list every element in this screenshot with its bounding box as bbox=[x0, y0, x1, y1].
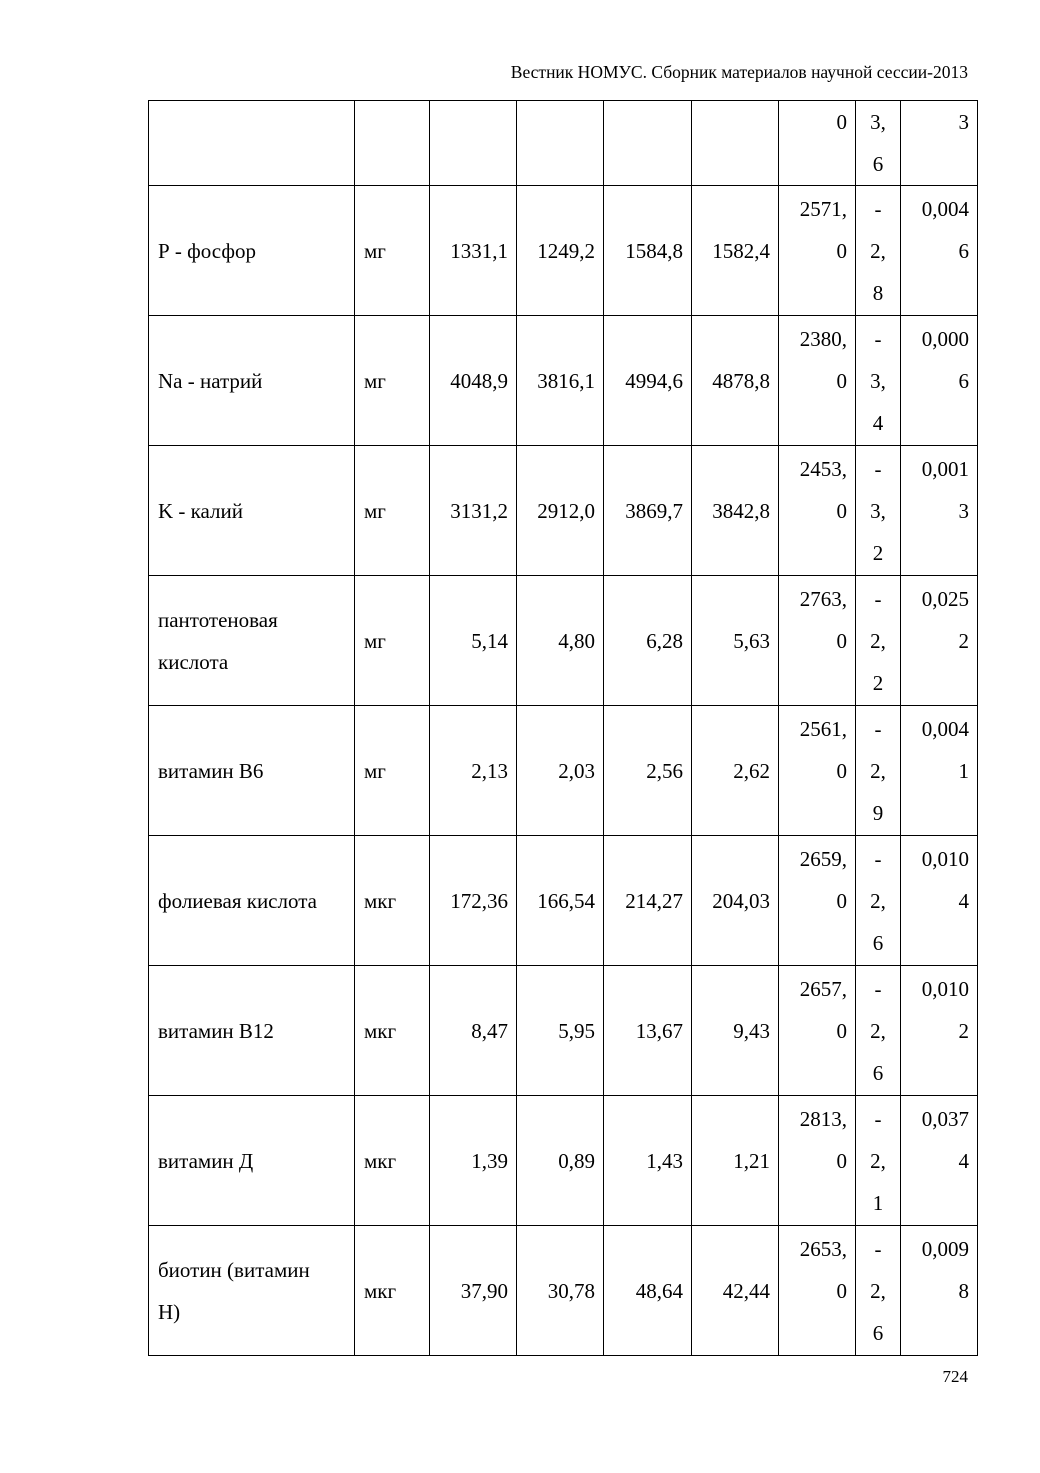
z-line: 4 bbox=[872, 411, 884, 435]
z-line: 8 bbox=[872, 281, 884, 305]
value-cell: 5,63 bbox=[692, 576, 779, 706]
z-cell bbox=[856, 1226, 901, 1356]
value-cell bbox=[692, 101, 779, 186]
unit-cell: мг bbox=[355, 186, 430, 316]
value-cell: 30,78 bbox=[517, 1226, 604, 1356]
name-cell bbox=[149, 966, 355, 1096]
z-line: 6 bbox=[872, 1321, 884, 1345]
unit-cell: мкг bbox=[355, 836, 430, 966]
u-cell bbox=[779, 316, 856, 446]
z-cell bbox=[856, 966, 901, 1096]
value-cell: 5,14 bbox=[430, 576, 517, 706]
u-cell bbox=[779, 1096, 856, 1226]
p-line: 0,010 bbox=[921, 977, 969, 1001]
table-row bbox=[149, 836, 978, 966]
p-line: 2 bbox=[958, 629, 969, 653]
table-row bbox=[149, 446, 978, 576]
p-line: 4 bbox=[958, 889, 969, 913]
z-cell bbox=[856, 576, 901, 706]
z-line: 3, bbox=[870, 369, 886, 393]
p-cell bbox=[901, 446, 978, 576]
p-line: 0,004 bbox=[921, 717, 969, 741]
value-cell: 42,44 bbox=[692, 1226, 779, 1356]
z-cell bbox=[856, 446, 901, 576]
u-line: 2653, bbox=[799, 1237, 847, 1261]
table-row bbox=[149, 1096, 978, 1226]
name-line: витамин В12 bbox=[158, 1018, 274, 1043]
z-line: 3, bbox=[870, 499, 886, 523]
u-line: 2380, bbox=[799, 327, 847, 351]
z-line: 2 bbox=[872, 671, 884, 695]
p-line: 0,037 bbox=[921, 1107, 969, 1131]
value-cell: 4878,8 bbox=[692, 316, 779, 446]
u-line: 2813, bbox=[799, 1107, 847, 1131]
p-cell bbox=[901, 836, 978, 966]
value-cell bbox=[604, 101, 692, 186]
z-line: - bbox=[874, 717, 882, 741]
value-cell: 3869,7 bbox=[604, 446, 692, 576]
name-cell bbox=[149, 101, 355, 186]
value-cell: 2,56 bbox=[604, 706, 692, 836]
p-line: 0,000 bbox=[921, 327, 969, 351]
name-cell bbox=[149, 316, 355, 446]
z-line: 3, bbox=[870, 110, 886, 134]
p-line: 2 bbox=[958, 1019, 969, 1043]
p-line: 0,010 bbox=[921, 847, 969, 871]
u-line: 0 bbox=[836, 110, 847, 134]
value-cell: 48,64 bbox=[604, 1226, 692, 1356]
name-cell bbox=[149, 1096, 355, 1226]
z-line: - bbox=[874, 587, 882, 611]
p-line: 0,004 bbox=[921, 197, 969, 221]
value-cell: 2,13 bbox=[430, 706, 517, 836]
name-line: биотин (витамин bbox=[158, 1257, 310, 1282]
value-cell: 13,67 bbox=[604, 966, 692, 1096]
z-cell bbox=[856, 186, 901, 316]
name-cell bbox=[149, 1226, 355, 1356]
z-line: 6 bbox=[872, 152, 884, 176]
unit-cell: мкг bbox=[355, 1226, 430, 1356]
value-cell: 6,28 bbox=[604, 576, 692, 706]
u-line: 0 bbox=[836, 629, 847, 653]
u-cell bbox=[779, 576, 856, 706]
z-line: 6 bbox=[872, 931, 884, 955]
u-line: 2763, bbox=[799, 587, 847, 611]
value-cell bbox=[517, 101, 604, 186]
u-line: 0 bbox=[836, 1279, 847, 1303]
value-cell: 37,90 bbox=[430, 1226, 517, 1356]
value-cell: 4,80 bbox=[517, 576, 604, 706]
u-cell bbox=[779, 966, 856, 1096]
z-line: 1 bbox=[872, 1191, 884, 1215]
value-cell: 2912,0 bbox=[517, 446, 604, 576]
unit-cell: мг bbox=[355, 706, 430, 836]
table-row bbox=[149, 706, 978, 836]
z-cell bbox=[856, 706, 901, 836]
name-cell bbox=[149, 446, 355, 576]
z-line: 9 bbox=[872, 801, 884, 825]
u-line: 2659, bbox=[799, 847, 847, 871]
z-cell bbox=[856, 1096, 901, 1226]
z-line: 2, bbox=[870, 629, 886, 653]
name-line: витамин В6 bbox=[158, 758, 264, 783]
u-line: 0 bbox=[836, 1149, 847, 1173]
value-cell: 172,36 bbox=[430, 836, 517, 966]
name-line: Н) bbox=[158, 1299, 181, 1324]
z-line: 2, bbox=[870, 1019, 886, 1043]
u-line: 2453, bbox=[799, 457, 847, 481]
z-line: 2, bbox=[870, 759, 886, 783]
z-line: - bbox=[874, 1237, 882, 1261]
p-line: 3 bbox=[958, 499, 969, 523]
u-line: 2561, bbox=[799, 717, 847, 741]
value-cell: 4048,9 bbox=[430, 316, 517, 446]
unit-cell: мг bbox=[355, 316, 430, 446]
running-header: Вестник НОМУС. Сборник материалов научной сессии-2013 bbox=[510, 62, 968, 82]
u-cell bbox=[779, 101, 856, 186]
p-cell bbox=[901, 966, 978, 1096]
u-line: 0 bbox=[836, 759, 847, 783]
table-row bbox=[149, 1226, 978, 1356]
u-line: 0 bbox=[836, 239, 847, 263]
p-line: 8 bbox=[958, 1279, 969, 1303]
z-line: - bbox=[874, 847, 882, 871]
value-cell bbox=[430, 101, 517, 186]
p-cell bbox=[901, 706, 978, 836]
name-line: витамин Д bbox=[158, 1148, 254, 1173]
table-row bbox=[149, 576, 978, 706]
z-line: 2, bbox=[870, 1149, 886, 1173]
u-cell bbox=[779, 706, 856, 836]
value-cell: 1584,8 bbox=[604, 186, 692, 316]
name-line: кислота bbox=[158, 649, 229, 674]
p-cell bbox=[901, 316, 978, 446]
value-cell: 1,43 bbox=[604, 1096, 692, 1226]
unit-cell: мкг bbox=[355, 1096, 430, 1226]
name-line: Р - фосфор bbox=[158, 238, 256, 263]
p-line: 0,001 bbox=[921, 457, 969, 481]
p-line: 0,009 bbox=[921, 1237, 969, 1261]
z-cell bbox=[856, 101, 901, 186]
value-cell: 9,43 bbox=[692, 966, 779, 1096]
name-cell bbox=[149, 576, 355, 706]
value-cell: 204,03 bbox=[692, 836, 779, 966]
name-cell bbox=[149, 186, 355, 316]
p-line: 3 bbox=[958, 110, 969, 134]
p-line: 6 bbox=[958, 369, 969, 393]
value-cell: 2,62 bbox=[692, 706, 779, 836]
unit-cell: мг bbox=[355, 446, 430, 576]
value-cell: 0,89 bbox=[517, 1096, 604, 1226]
unit-cell bbox=[355, 101, 430, 186]
z-line: 2, bbox=[870, 1279, 886, 1303]
value-cell: 8,47 bbox=[430, 966, 517, 1096]
value-cell: 1249,2 bbox=[517, 186, 604, 316]
table-row bbox=[149, 101, 978, 186]
name-cell bbox=[149, 836, 355, 966]
u-line: 0 bbox=[836, 369, 847, 393]
z-line: - bbox=[874, 197, 882, 221]
name-cell bbox=[149, 706, 355, 836]
name-line: Na - натрий bbox=[158, 368, 263, 393]
p-line: 0,025 bbox=[921, 587, 969, 611]
u-cell bbox=[779, 1226, 856, 1356]
nutrient-table bbox=[148, 100, 978, 1356]
z-cell bbox=[856, 836, 901, 966]
p-cell bbox=[901, 1096, 978, 1226]
name-line: фолиевая кислота bbox=[158, 888, 317, 913]
value-cell: 1582,4 bbox=[692, 186, 779, 316]
p-cell bbox=[901, 1226, 978, 1356]
z-line: 2 bbox=[872, 541, 884, 565]
z-line: 6 bbox=[872, 1061, 884, 1085]
value-cell: 166,54 bbox=[517, 836, 604, 966]
name-line: K - калий bbox=[158, 498, 244, 523]
value-cell: 214,27 bbox=[604, 836, 692, 966]
z-cell bbox=[856, 316, 901, 446]
z-line: - bbox=[874, 457, 882, 481]
page-number: 724 bbox=[942, 1367, 968, 1386]
value-cell: 1331,1 bbox=[430, 186, 517, 316]
value-cell: 1,21 bbox=[692, 1096, 779, 1226]
u-cell bbox=[779, 836, 856, 966]
table-row bbox=[149, 186, 978, 316]
u-line: 2571, bbox=[799, 197, 847, 221]
p-cell bbox=[901, 186, 978, 316]
u-line: 0 bbox=[836, 1019, 847, 1043]
u-line: 2657, bbox=[799, 977, 847, 1001]
value-cell: 3842,8 bbox=[692, 446, 779, 576]
p-cell bbox=[901, 101, 978, 186]
z-line: - bbox=[874, 977, 882, 1001]
value-cell: 4994,6 bbox=[604, 316, 692, 446]
value-cell: 2,03 bbox=[517, 706, 604, 836]
u-line: 0 bbox=[836, 889, 847, 913]
value-cell: 3131,2 bbox=[430, 446, 517, 576]
value-cell: 5,95 bbox=[517, 966, 604, 1096]
p-line: 1 bbox=[958, 759, 969, 783]
u-line: 0 bbox=[836, 499, 847, 523]
unit-cell: мкг bbox=[355, 966, 430, 1096]
p-line: 4 bbox=[958, 1149, 969, 1173]
z-line: - bbox=[874, 327, 882, 351]
p-line: 6 bbox=[958, 239, 969, 263]
value-cell: 3816,1 bbox=[517, 316, 604, 446]
p-cell bbox=[901, 576, 978, 706]
value-cell: 1,39 bbox=[430, 1096, 517, 1226]
u-cell bbox=[779, 186, 856, 316]
table-row bbox=[149, 316, 978, 446]
z-line: 2, bbox=[870, 889, 886, 913]
z-line: 2, bbox=[870, 239, 886, 263]
u-cell bbox=[779, 446, 856, 576]
name-line: пантотеновая bbox=[158, 607, 278, 632]
z-line: - bbox=[874, 1107, 882, 1131]
table-row bbox=[149, 966, 978, 1096]
unit-cell: мг bbox=[355, 576, 430, 706]
